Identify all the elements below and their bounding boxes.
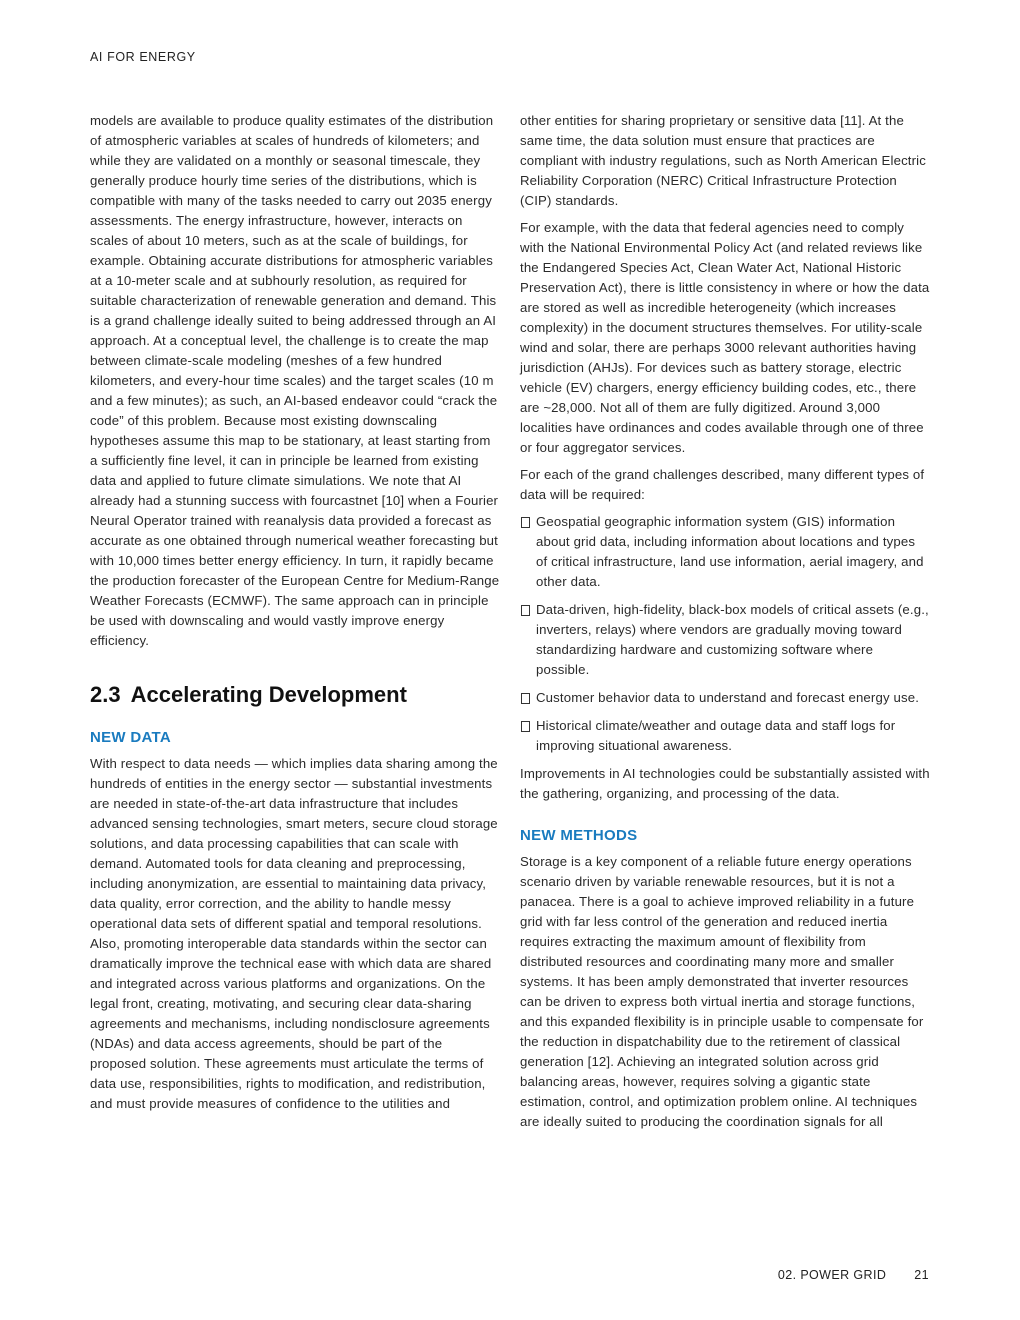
- list-item: [520, 600, 930, 680]
- bullet-box-icon: [521, 605, 530, 616]
- bullet-box-icon: [521, 693, 530, 704]
- bullet-box-icon: [521, 721, 530, 732]
- list-item: [520, 688, 930, 708]
- right-column: [520, 111, 930, 1139]
- list-item-text: Historical climate/weather and outage data and staff logs for improving situational awareness.: [536, 718, 896, 753]
- page-number: 21: [914, 1268, 929, 1282]
- body-paragraph: For each of the grand challenges described, many different types of data will be required:: [520, 467, 925, 502]
- list-item: [520, 512, 930, 592]
- body-paragraph: Storage is a key component of a reliable future energy operations scenario driven by variable renewable resources, but it is not a panacea. There is a goal to achieve improved reliability in a future grid with far less control of the generation and reduced inertia requires extracting the maximum amount of flexibility from distributed resources and coordinating many more and smaller systems. It has been amply demonstrated that inverter resources can be driven to express both virtual inertia and storage functions, and this expanded flexibility is in principle usable to compensate for the reduction in dispatchability due to the retirement of classical generation [12]. Achieving an integrated solution across grid balancing areas, however, requires solving a gigantic state estimation, control, and optimization problem online. AI techniques are ideally suited to producing the coordination signals for all: [520, 854, 924, 1129]
- section-heading: [90, 682, 500, 708]
- subsection-heading-new-methods: NEW METHODS: [520, 827, 638, 844]
- body-paragraph: models are available to produce quality estimates of the distribution of atmospheric variables at scales of hundreds of kilometers; and while they are validated on a monthly or seasonal timescale, they generally produce hourly time series of the distributions, which is compatible with many of the tasks needed to carry out 2035 energy assessments. The energy infrastructure, however, interacts on scales of about 10 meters, such as at the scale of buildings, for example. Obtaining accurate distributions for atmospheric variables at a 10-meter scale and at subhourly resolution, as required for suitable characterization of renewable generation and demand. This is a grand challenge ideally suited to being addressed through an AI approach. At a conceptual level, the challenge is to create the map between climate-scale modeling (meshes of a few hundred kilometers, and every-hour time scales) and the target scales (10 m and a few minutes); as such, an AI-based endeavor could “crack the code” of this problem. Because most existing downscaling hypotheses assume this map to be stationary, at least starting from a sufficiently fine level, it can in principle be learned from existing data and applied to future climate simulations. We note that AI already had a stunning success with fourcastnet [10] when a Fourier Neural Operator trained with reanalysis data provided a forecast as accurate as one obtained through numerical weather forecasting but with 10,000 times better energy efficiency. In turn, it rapidly became the production forecaster of the European Centre for Medium-Range Weather Forecasts (ECMWF). The same approach can in principle be used with downscaling and would vastly improve energy efficiency.: [90, 113, 500, 648]
- running-header: AI FOR ENERGY: [90, 50, 196, 64]
- section-title: Accelerating Development: [130, 682, 407, 707]
- page-footer: [778, 1268, 929, 1282]
- list-item-text: Geospatial geographic information system (GIS) information about grid data, including information about locations and types of critical infrastructure, land use information, aerial imagery, and other data.: [536, 514, 924, 589]
- subsection-heading-new-data: NEW DATA: [90, 729, 171, 746]
- bullet-box-icon: [521, 517, 530, 528]
- footer-section-label: 02. POWER GRID: [777, 1268, 887, 1282]
- list-item: [520, 716, 930, 756]
- list-item-text: Customer behavior data to understand and forecast energy use.: [536, 690, 920, 705]
- section-number: 2.3: [90, 682, 121, 707]
- left-column: [90, 111, 500, 1121]
- body-paragraph: For example, with the data that federal agencies need to comply with the National Environmental Policy Act (and related reviews like the Endangered Species Act, Clean Water Act, National Historic Preservation Act), there is little consistency in where or how the data are stored as well as incredible heterogeneity (which increases complexity) in the document structures themselves. For utility-scale wind and solar, there are perhaps 3000 relevant authorities having jurisdiction (AHJs). For devices such as battery storage, electric vehicle (EV) chargers, energy efficiency building codes, etc., there are ~28,000. Not all of them are fully digitized. Around 3,000 localities have ordinances and codes available through one of three or four aggregator services.: [520, 220, 930, 455]
- body-paragraph: With respect to data needs — which implies data sharing among the hundreds of entities in the energy sector — substantial investments are needed in state-of-the-art data infrastructure that includes advanced sensing technologies, smart meters, secure cloud storage solutions, and data processing capabilities that can scale with demand. Automated tools for data cleaning and preprocessing, including anonymization, are essential to maintaining data privacy, data quality, error correction, and the ability to handle messy operational data sets of different spatial and temporal resolutions. Also, promoting interoperable data standards within the sector can dramatically improve the technical ease with which data are shared and integrated across various platforms and organizations. On the legal front, creating, motivating, and securing clear data-sharing agreements and mechanisms, including nondisclosure agreements (NDAs) and data access agreements, should be part of the proposed solution. These agreements must articulate the terms of data use, responsibilities, rights to modification, and redistribution, and must provide measures of confidence to the utilities and: [90, 756, 498, 1111]
- body-paragraph: Improvements in AI technologies could be substantially assisted with the gathering, organizing, and processing of the data.: [520, 766, 930, 801]
- list-item-text: Data-driven, high-fidelity, black-box models of critical assets (e.g., inverters, relays) where vendors are gradually moving toward standardizing hardware and customizing software where possible.: [536, 602, 929, 677]
- body-paragraph: other entities for sharing proprietary or sensitive data [11]. At the same time, the data solution must ensure that practices are compliant with industry regulations, such as North American Electric Reliability Corporation (NERC) Critical Infrastructure Protection (CIP) standards.: [520, 113, 926, 208]
- data-types-list: [520, 512, 930, 756]
